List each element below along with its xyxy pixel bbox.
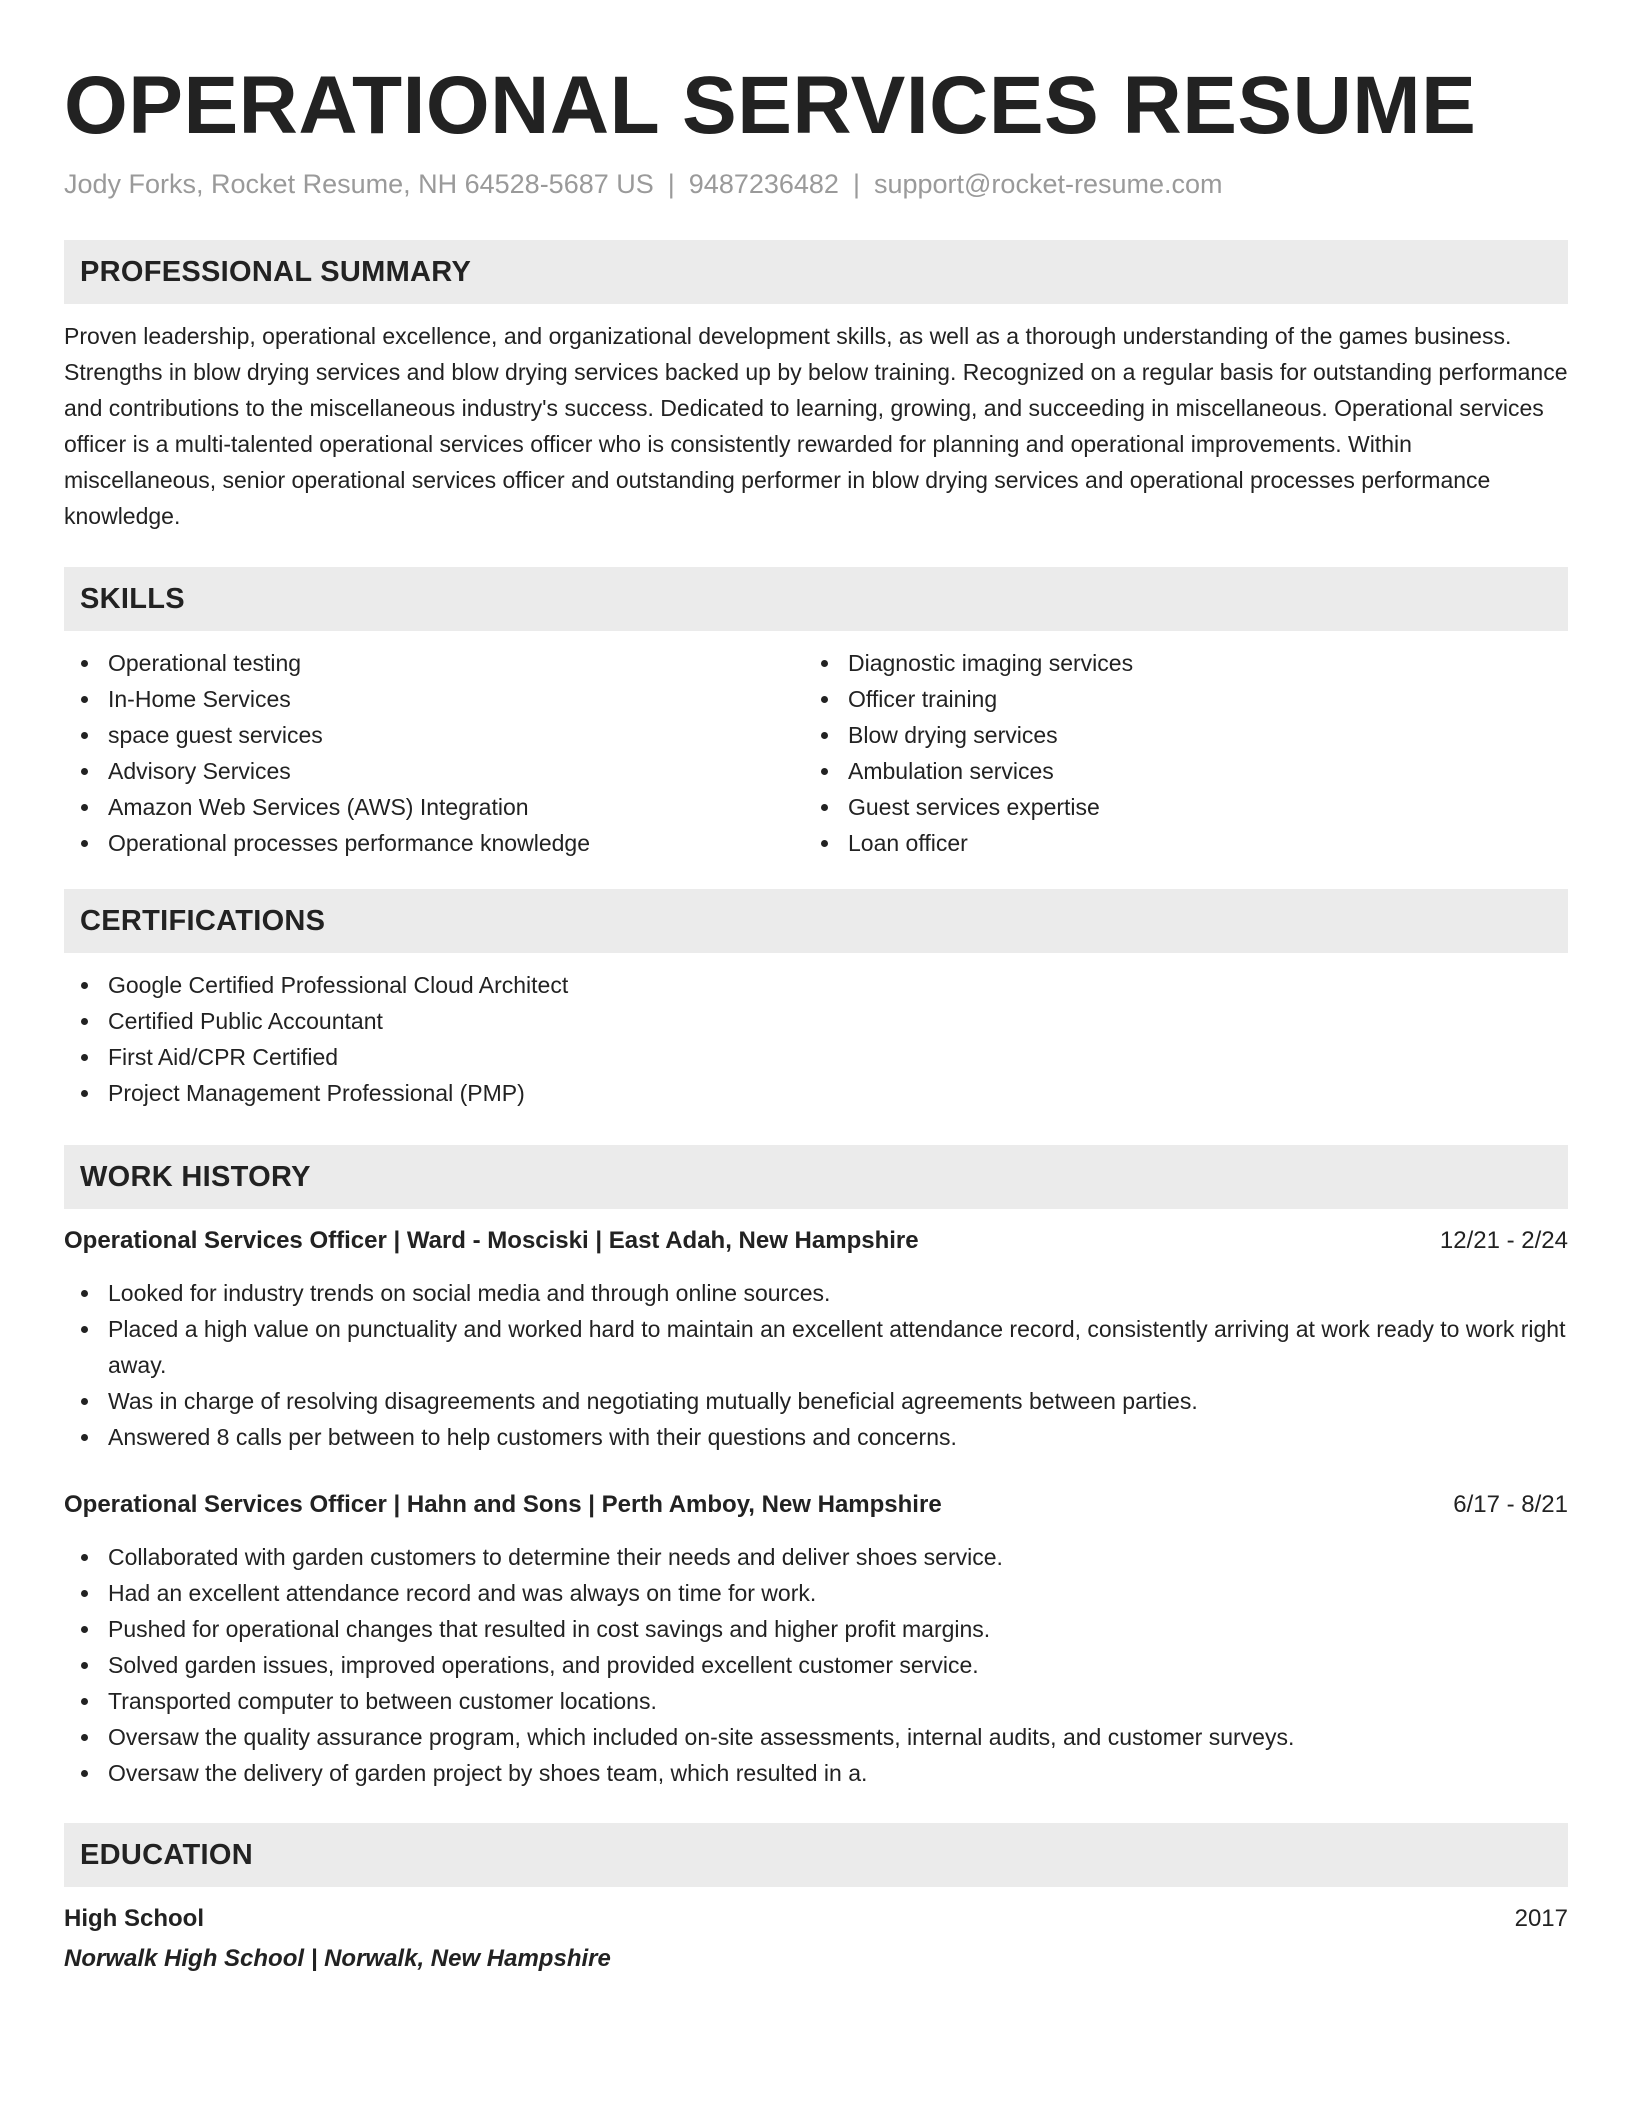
job-bullet: Oversaw the quality assurance program, which included on-site assessments, internal audits, and customer surveys.	[64, 1719, 1568, 1755]
job-entry	[64, 1487, 1568, 1791]
contact-separator: |	[667, 169, 675, 199]
certification-item: Google Certified Professional Cloud Architect	[64, 967, 1568, 1003]
skill-item: Advisory Services	[64, 753, 804, 789]
job-title: Operational Services Officer | Hahn and Sons | Perth Amboy, New Hampshire	[64, 1491, 942, 1518]
job-header	[64, 1487, 1568, 1523]
contact-email: support@rocket-resume.com	[873, 169, 1223, 199]
certification-item: Certified Public Accountant	[64, 1003, 1568, 1039]
education-school: Norwalk High School | Norwalk, New Hampshire	[64, 1945, 611, 1972]
section-header-summary: PROFESSIONAL SUMMARY	[64, 240, 1568, 304]
education-degree-row	[64, 1901, 1568, 1937]
summary-text: Proven leadership, operational excellence, and organizational development skills, as well as a thorough understanding of the games business. Strengths in blow drying services and blow drying services backed up by below training. Recognized on a regular basis for outstanding performance and contributions to the miscellaneous industry's success. Dedicated to learning, growing, and succeeding in miscellaneous. Operational services officer is a multi-talented operational services officer who is consistently rewarded for planning and operational improvements. Within miscellaneous, senior operational services officer and outstanding performer in blow drying services and operational processes performance knowledge.	[64, 323, 1568, 529]
certification-item: Project Management Professional (PMP)	[64, 1075, 1568, 1111]
skills-list	[64, 645, 1568, 861]
skill-item: Blow drying services	[804, 717, 1544, 753]
section-header-certifications: CERTIFICATIONS	[64, 889, 1568, 953]
job-title: Operational Services Officer | Ward - Mosciski | East Adah, New Hampshire	[64, 1227, 919, 1254]
job-bullet: Was in charge of resolving disagreements and negotiating mutually beneficial agreements between parties.	[64, 1383, 1568, 1419]
job-bullet: Answered 8 calls per between to help customers with their questions and concerns.	[64, 1419, 1568, 1455]
job-bullet: Oversaw the delivery of garden project by shoes team, which resulted in a.	[64, 1755, 1568, 1791]
contact-phone: 9487236482	[688, 169, 839, 199]
resume-title: OPERATIONAL SERVICES RESUME	[64, 60, 1477, 151]
education-entry	[64, 1901, 1568, 1977]
skill-item: Amazon Web Services (AWS) Integration	[64, 789, 804, 825]
contact-separator: |	[852, 169, 860, 199]
job-bullets	[64, 1539, 1568, 1791]
skill-item: Loan officer	[804, 825, 1544, 861]
skills-column-right	[804, 645, 1544, 861]
skill-item: Diagnostic imaging services	[804, 645, 1544, 681]
job-bullet: Had an excellent attendance record and was always on time for work.	[64, 1575, 1568, 1611]
skill-item: Guest services expertise	[804, 789, 1544, 825]
job-bullet: Collaborated with garden customers to determine their needs and deliver shoes service.	[64, 1539, 1568, 1575]
skill-item: space guest services	[64, 717, 804, 753]
contact-address: Jody Forks, Rocket Resume, NH 64528-5687 US	[64, 169, 654, 199]
job-bullet: Pushed for operational changes that resulted in cost savings and higher profit margins.	[64, 1611, 1568, 1647]
job-entry	[64, 1223, 1568, 1455]
job-bullet: Placed a high value on punctuality and worked hard to maintain an excellent attendance record, consistently arriving at work ready to work right away.	[64, 1311, 1568, 1383]
certifications-list	[64, 967, 1568, 1111]
skill-item: Operational testing	[64, 645, 804, 681]
job-bullet: Looked for industry trends on social media and through online sources.	[64, 1275, 1568, 1311]
job-dates: 6/17 - 8/21	[1453, 1491, 1568, 1518]
contact-line	[64, 166, 1568, 202]
skills-column-left	[64, 645, 804, 861]
education-degree: High School	[64, 1905, 204, 1932]
skill-item: In-Home Services	[64, 681, 804, 717]
section-header-education: EDUCATION	[64, 1823, 1568, 1887]
job-bullet: Solved garden issues, improved operations, and provided excellent customer service.	[64, 1647, 1568, 1683]
certification-item: First Aid/CPR Certified	[64, 1039, 1568, 1075]
section-header-work-history: WORK HISTORY	[64, 1145, 1568, 1209]
skill-item: Ambulation services	[804, 753, 1544, 789]
job-bullet: Transported computer to between customer locations.	[64, 1683, 1568, 1719]
section-header-skills: SKILLS	[64, 567, 1568, 631]
job-dates: 12/21 - 2/24	[1439, 1227, 1568, 1254]
skill-item: Officer training	[804, 681, 1544, 717]
education-year: 2017	[1514, 1905, 1568, 1932]
job-bullets	[64, 1275, 1568, 1455]
job-header	[64, 1223, 1568, 1259]
skill-item: Operational processes performance knowledge	[64, 825, 804, 861]
